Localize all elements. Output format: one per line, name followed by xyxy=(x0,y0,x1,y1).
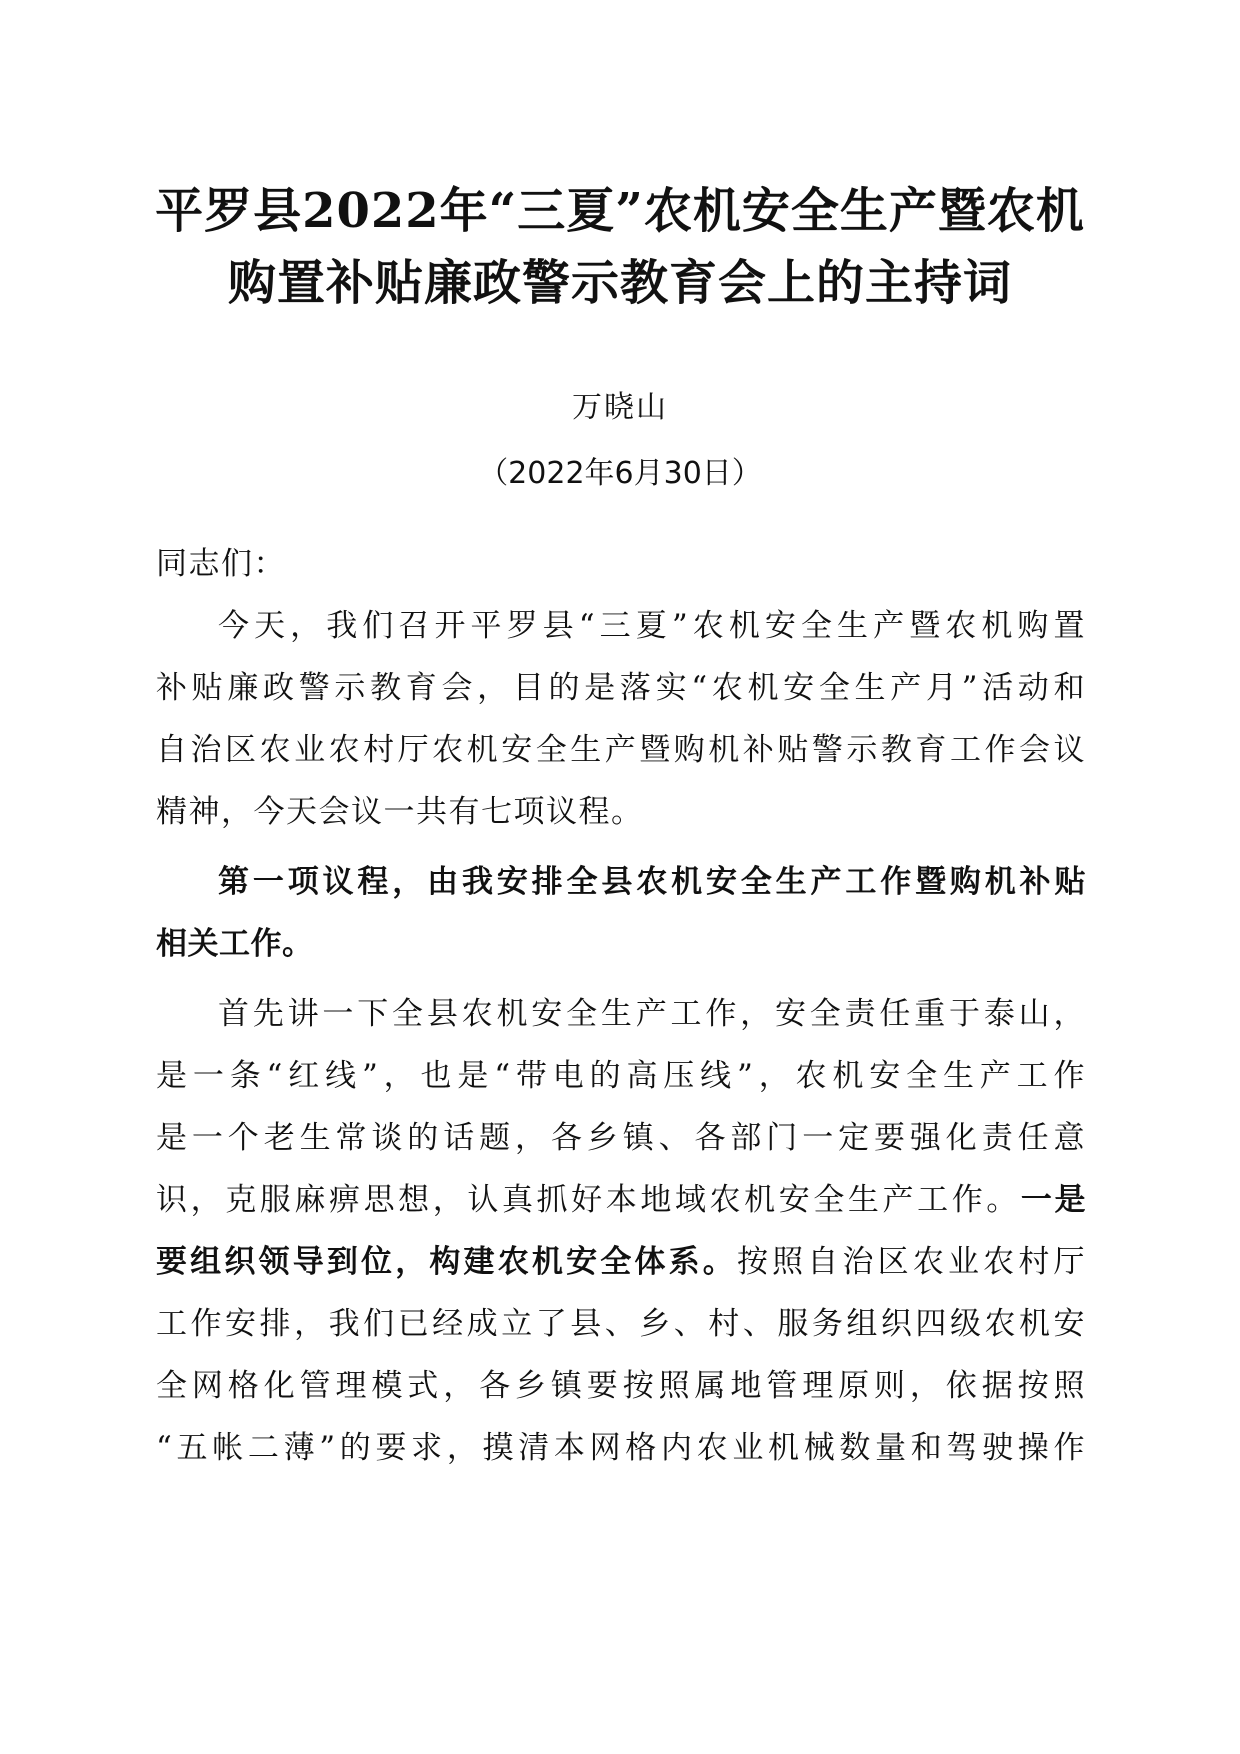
paragraph-line: 首先讲一下全县农机安全生产工作，安全责任重于泰山， xyxy=(218,996,1086,1032)
paragraph-line: 全网格化管理模式，各乡镇要按照属地管理原则，依据按照 xyxy=(156,1368,1086,1404)
document-date: （2022年6月30日） xyxy=(478,456,762,491)
paragraph-line: 是一条“红线”，也是“带电的高压线”，农机安全生产工作 xyxy=(156,1058,1086,1094)
document-title-line-2: 购置补贴廉政警示教育会上的主持词 xyxy=(227,255,1012,311)
agenda-item-line: 第一项议程，由我安排全县农机安全生产工作暨购机补贴 xyxy=(218,864,1086,900)
paragraph-line-mixed xyxy=(156,1169,1086,1231)
bold-text-run: 一是 xyxy=(1020,1182,1087,1218)
paragraph-line: 是一个老生常谈的话题，各乡镇、各部门一定要强化责任意 xyxy=(156,1120,1086,1156)
paragraph-line: 补贴廉政警示教育会，目的是落实“农机安全生产月”活动和 xyxy=(156,670,1086,706)
paragraph-line-mixed xyxy=(156,1231,1086,1293)
bold-text-run: 要组织领导到位，构建农机安全体系。 xyxy=(156,1244,737,1280)
paragraph-line: 自治区农业农村厅农机安全生产暨购机补贴警示教育工作会议 xyxy=(156,732,1086,768)
text-run: 识，克服麻痹思想，认真抓好本地域农机安全生产工作。 xyxy=(156,1182,1021,1218)
paragraph-line: 工作安排，我们已经成立了县、乡、村、服务组织四级农机安 xyxy=(156,1306,1086,1342)
document-title-line-1: 平罗县2022年“三夏”农机安全生产暨农机 xyxy=(155,183,1085,239)
paragraph-line: 精神，今天会议一共有七项议程。 xyxy=(156,794,644,830)
paragraph-line: “五帐二薄”的要求，摸清本网格内农业机械数量和驾驶操作 xyxy=(156,1430,1086,1466)
paragraph-line: 今天，我们召开平罗县“三夏”农机安全生产暨农机购置 xyxy=(218,608,1086,644)
agenda-item-line: 相关工作。 xyxy=(156,926,314,962)
text-run: 按照自治区农业农村厅 xyxy=(736,1244,1087,1280)
author-name: 万晓山 xyxy=(572,390,668,425)
salutation: 同志们： xyxy=(156,546,286,582)
